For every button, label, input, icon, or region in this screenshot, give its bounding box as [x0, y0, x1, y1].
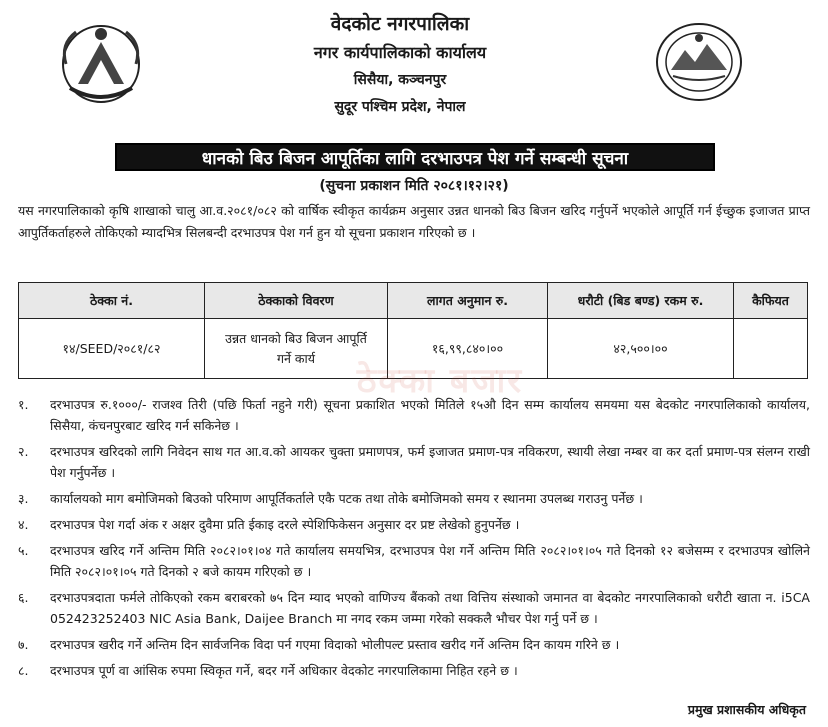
list-item	[18, 587, 810, 629]
list-item	[18, 540, 810, 582]
document-header	[150, 10, 650, 121]
municipality-seal-logo	[653, 20, 745, 104]
condition-text: दरभाउपत्र पूर्ण वा आंसिक रुपमा स्विकृत गर्ने, बदर गर्ने अधिकार वेदकोट नगरपालिकामा निहित रहने छ ।	[50, 663, 518, 678]
column-header: ठेक्काको विवरण	[205, 283, 388, 319]
contract-description-cell: उन्नत धानको बिउ बिजन आपूर्ति गर्ने कार्य	[205, 319, 388, 379]
municipality-name: वेदकोट नगरपालिका	[330, 13, 470, 35]
signatory-title: प्रमुख प्रशासकीय अधिकृत	[687, 702, 806, 717]
column-header: कैफियत	[734, 283, 808, 319]
condition-number: ५.	[18, 543, 29, 558]
condition-text: दरभाउपत्र खरिद गर्ने अन्तिम मिति २०८२।०१।०४ गते कार्यालय समयभित्र, दरभाउपत्र पेश गर्ने अन्तिम मिति २०८२।०१।०५ गते दिनको १२ बजेसम्म र दरभाउपत्र खोलिने मिति २०८२।०१।०५ गते दिनको २ बजे कायम गरिएको छ ।	[50, 543, 810, 579]
condition-number: ६.	[18, 590, 29, 605]
contract-number-cell: १४/SEED/२०८१/८२	[19, 319, 205, 379]
publication-date: (सुचना प्रकाशन मिति २०८१।१२।२१)	[319, 178, 509, 194]
condition-text: दरभाउपत्र खरीद गर्ने अन्तिम दिन सार्वजनिक विदा पर्न गएमा विदाको भोलीपल्ट प्रस्ताव खरीद गर्ने अन्तिम दिन कायम गरिने छ ।	[50, 637, 620, 652]
table-header-row	[19, 283, 808, 319]
nepal-emblem-logo	[56, 14, 146, 110]
column-header: लागत अनुमान रु.	[388, 283, 548, 319]
condition-number: ३.	[18, 491, 29, 506]
list-item	[18, 660, 810, 681]
condition-text: दरभाउपत्र पेश गर्दा अंक र अक्षर दुवैमा प्रति ईकाइ दरले स्पेशिफिकेसन अनुसार दर प्रष्ट लेखेको हुनुपर्नेछ ।	[50, 517, 520, 532]
list-item	[18, 441, 810, 483]
condition-number: ७.	[18, 637, 29, 652]
condition-text: दरभाउपत्र खरिदको लागि निवेदन साथ गत आ.व.को आयकर चुक्ता प्रमाणपत्र, फर्म इजाजत प्रमाण-पत्र नविकरण, स्थायी लेखा नम्बर वा कर दर्ता प्रमाण-पत्र संलग्न राखी पेश गर्नुपर्नेछ ।	[50, 444, 810, 480]
condition-text: दरभाउपत्रदाता फर्मले तोकिएको रकम बराबरको ७५ दिन म्याद भएको वाणिज्य बैंकको तथा वित्तिय संस्थाको जमानत वा बेदकोट नगरपालिकाको धरौटी खाता न. i5CA 052423252403 NIC Asia Bank, Daijee Branch मा नगद रकम जम्मा गरेको सक्कलै भौचर पेश गर्नु पर्ने छ ।	[50, 590, 810, 626]
list-item	[18, 634, 810, 655]
column-header: धरौटी (बिड बण्ड) रकम रु.	[548, 283, 734, 319]
condition-number: १.	[18, 397, 29, 412]
list-item	[18, 488, 810, 509]
list-item	[18, 514, 810, 535]
condition-number: २.	[18, 444, 29, 459]
intro-paragraph: यस नगरपालिकाको कृषि शाखाको चालु आ.व.२०८१/०८२ को वार्षिक स्वीकृत कार्यक्रम अनुसार उन्नत धानको बिउ बिजन खरिद गर्नुपर्ने भएकोले आपूर्ति गर्न ईच्छुक इजाजत प्राप्त आपुर्तिकर्ताहरुले तोकिएको म्यादभित्र सिलबन्दी दरभाउपत्र पेश गर्न हुन यो सूचना प्रकाशन गरिएको छ ।	[18, 203, 810, 240]
list-item	[18, 394, 810, 436]
bid-bond-cell: ४२,५००।००	[548, 319, 734, 379]
column-header: ठेक्का नं.	[19, 283, 205, 319]
condition-text: कार्यालयको माग बमोजिमको बिउको परिमाण आपूर्तिकर्ताले एकै पटक तथा तोके बमोजिमको समय र स्थानमा उपलब्ध गराउनु पर्नेछ ।	[50, 491, 643, 506]
remarks-cell	[734, 319, 808, 379]
office-name: नगर कार्यपालिकाको कार्यालय	[313, 43, 487, 62]
conditions-list	[18, 394, 810, 686]
condition-text: दरभाउपत्र रु.१०००/- राजश्व तिरी (पछि फिर्ता नहुने गरी) सूचना प्रकाशित भएको मितिले १५औ दिन सम्म कार्यालय समयमा यस बेदकोट नगरपालिकाको कार्यालय, सिसैया, कंचनपुरबाट खरिद गर्न सकिनेछ ।	[50, 397, 810, 433]
province-name: सुदूर पश्चिम प्रदेश, नेपाल	[334, 99, 466, 115]
notice-title: धानको बिउ बिजन आपूर्तिका लागि दरभाउपत्र पेश गर्ने सम्बन्धी सूचना	[115, 143, 715, 171]
condition-number: ८.	[18, 663, 29, 678]
watermark: ठेक्का बजार	[356, 361, 524, 401]
condition-number: ४.	[18, 517, 29, 532]
cost-estimate-cell: १६,९९,८४०।००	[388, 319, 548, 379]
office-location: सिसैया, कञ्चनपुर	[353, 72, 447, 88]
